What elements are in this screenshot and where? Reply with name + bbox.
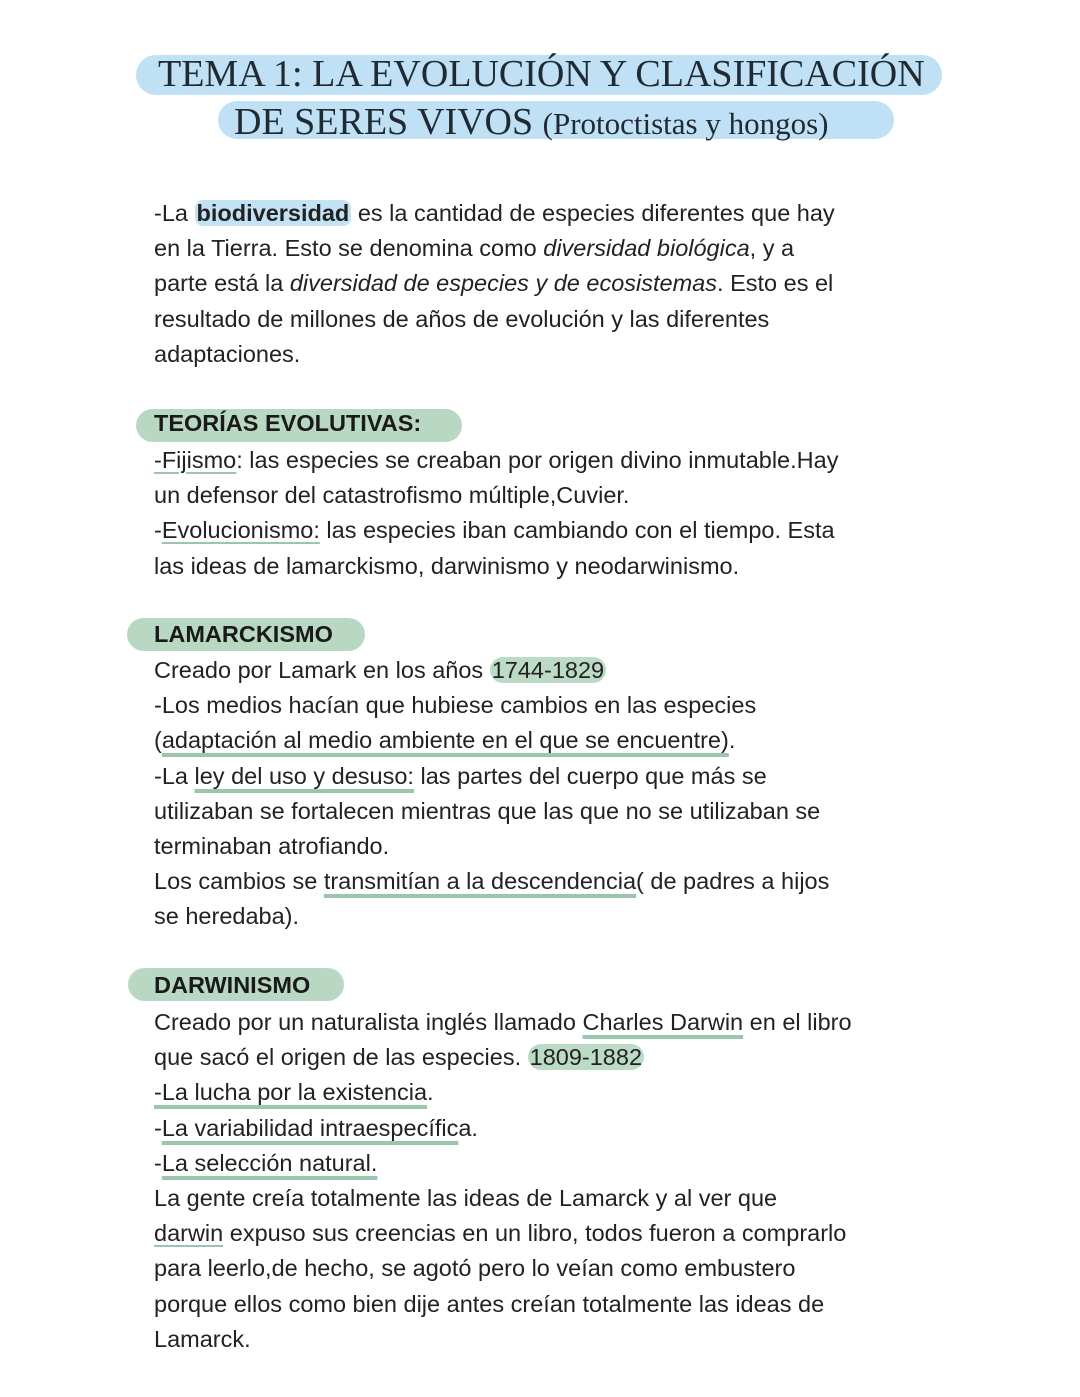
underlined-name: Charles Darwin — [582, 1009, 744, 1035]
underlined-phrase: ley del uso y desuso: — [194, 762, 414, 789]
section-heading-lamarckismo: LAMARCKISMO — [154, 621, 333, 647]
page-title-line-2 — [234, 100, 829, 144]
teorias-line-4: las ideas de lamarckismo, darwinismo y neodarwinismo. — [154, 552, 740, 579]
lamarckismo-line-8: se heredaba). — [154, 903, 300, 930]
keyword-biodiversidad: biodiversidad — [196, 200, 350, 226]
text: -La — [154, 762, 195, 789]
text: . Esto es el — [717, 270, 834, 297]
underlined-phrase: adaptación al medio ambiente en el que se encuentre) — [161, 727, 729, 754]
teorias-line-2: un defensor del catastrofismo múltiple,Cuvier. — [154, 482, 630, 509]
underlined-name: darwin — [154, 1220, 224, 1247]
emphasis-text: diversidad biológica — [543, 235, 750, 262]
lamarckismo-line-4 — [154, 759, 829, 794]
text: -La — [154, 200, 195, 226]
underlined-phrase: transmitían a la descendencia — [323, 868, 637, 895]
lamarckismo-line-2: -Los medios hacían que hubiese cambios en las especies — [154, 692, 757, 719]
text: , y a — [749, 235, 795, 262]
title-text-1: TEMA 1: LA EVOLUCIÓN Y CLASIFICACIÓN — [158, 53, 925, 95]
intro-line-1 — [154, 196, 835, 231]
darwinismo-line-9: porque ellos como bien dije antes creían totalmente las ideas de — [154, 1290, 825, 1317]
underlined-phrase: -La lucha por la existencia — [154, 1079, 428, 1106]
text: - — [154, 517, 162, 544]
underlined-phrase: La selección natural. — [161, 1149, 378, 1176]
lamarckismo-line-1 — [154, 653, 829, 688]
title-subtitle: (Protoctistas y hongos) — [542, 106, 829, 141]
darwinismo-paragraph — [154, 1005, 852, 1357]
text: ( — [154, 727, 162, 754]
text: en la Tierra. Esto se denomina como — [154, 235, 544, 262]
date-highlight: 1744-1829 — [491, 657, 605, 683]
intro-paragraph — [154, 196, 835, 372]
lamarckismo-paragraph — [154, 653, 829, 935]
lamarckismo-line-3 — [154, 723, 829, 758]
underlined-term: Evolucionismo: — [161, 517, 320, 544]
lamarckismo-line-6: terminaban atrofiando. — [154, 832, 390, 859]
text: ( de padres a hijos — [636, 868, 830, 895]
darwinismo-line-10: Lamarck. — [154, 1325, 251, 1352]
intro-line-4: resultado de millones de años de evolución y las diferentes — [154, 305, 770, 332]
text: . — [728, 727, 736, 754]
darwinismo-line-2 — [154, 1040, 852, 1075]
text: : las especies se creaban por origen divino inmutable.Hay — [236, 447, 839, 473]
darwinismo-line-4 — [154, 1111, 852, 1146]
section-heading-darwinismo: DARWINISMO — [154, 972, 311, 998]
page-title-line-1 — [158, 52, 925, 96]
teorias-line-3 — [154, 513, 838, 548]
text: en el libro — [743, 1009, 852, 1035]
text: parte está la — [154, 270, 290, 297]
text: . — [427, 1079, 434, 1106]
text: las partes del cuerpo que más se — [413, 762, 767, 789]
intro-line-2 — [154, 231, 835, 266]
text: - — [154, 1114, 162, 1141]
text: a. — [458, 1114, 478, 1141]
title-text-2: DE SERES VIVOS — [234, 101, 534, 143]
section-heading-teorias: TEORÍAS EVOLUTIVAS: — [154, 410, 422, 436]
intro-line-3 — [154, 266, 835, 301]
darwinismo-line-1 — [154, 1005, 852, 1040]
emphasis-text: diversidad de especies y de ecosistemas — [289, 270, 718, 297]
teorias-line-1 — [154, 443, 838, 478]
darwinismo-line-6: La gente creía totalmente las ideas de Lamarck y al ver que — [154, 1184, 778, 1211]
underlined-phrase: La variabilidad intraespecífic — [161, 1114, 459, 1141]
intro-line-5: adaptaciones. — [154, 340, 301, 367]
darwinismo-line-3 — [154, 1075, 852, 1110]
text: Creado por un naturalista inglés llamado — [154, 1009, 583, 1035]
darwinismo-line-7 — [154, 1216, 852, 1251]
darwinismo-line-5 — [154, 1146, 852, 1181]
text: las especies iban cambiando con el tiempo. Esta — [319, 517, 835, 544]
text: que sacó el origen de las especies. — [154, 1044, 528, 1071]
text: es la cantidad de especies diferentes que hay — [351, 200, 835, 226]
lamarckismo-line-7 — [154, 864, 829, 899]
lamarckismo-line-5: utilizaban se fortalecen mientras que las que no se utilizaban se — [154, 797, 821, 824]
darwinismo-line-8: para leerlo,de hecho, se agotó pero lo veían como embustero — [154, 1255, 796, 1282]
date-highlight: 1809-1882 — [529, 1044, 643, 1071]
text: expuso sus creencias en un libro, todos fueron a comprarlo — [223, 1220, 847, 1247]
text: Creado por Lamark en los años — [154, 657, 490, 683]
underlined-term: -Fijismo — [154, 447, 237, 473]
text: Los cambios se — [154, 868, 324, 895]
teorias-paragraph — [154, 443, 838, 584]
text: - — [154, 1149, 162, 1176]
